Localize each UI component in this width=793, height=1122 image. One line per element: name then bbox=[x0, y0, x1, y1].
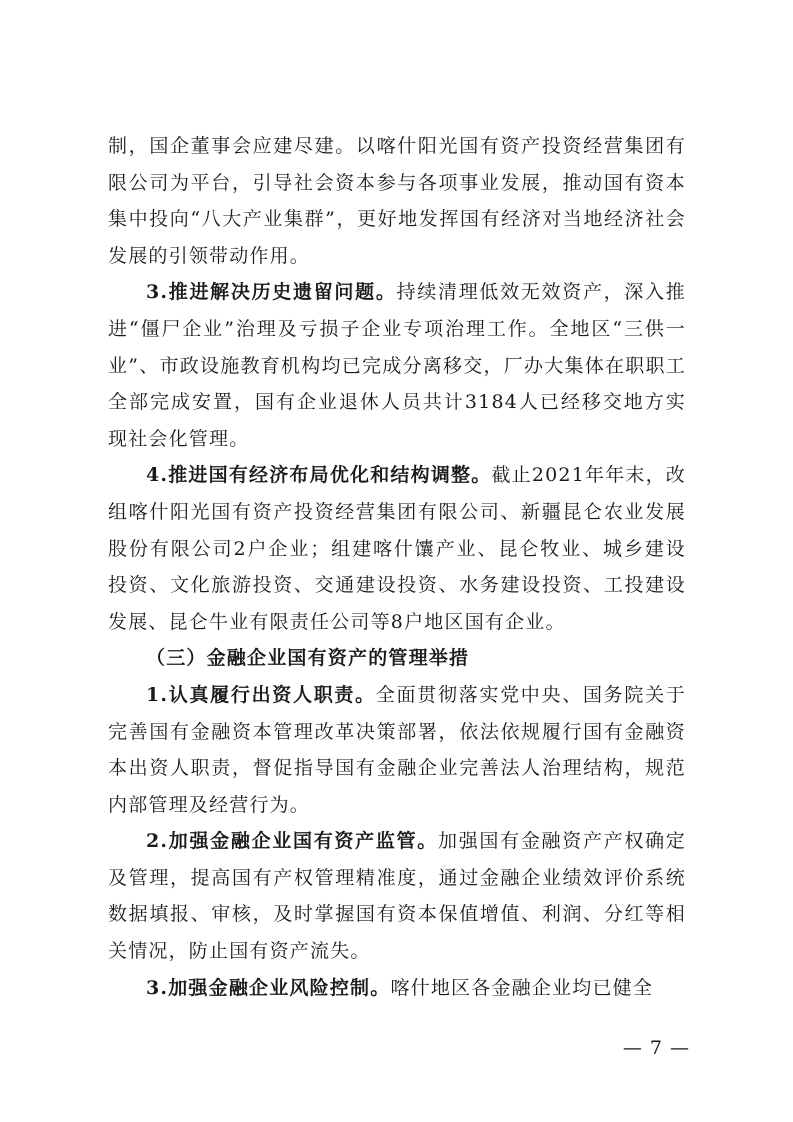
paragraph-lead: 3.加强金融企业风险控制。 bbox=[146, 976, 391, 999]
paragraph-item-1-investor-duties bbox=[108, 677, 686, 823]
paragraph-item-3-legacy-issues bbox=[108, 274, 686, 457]
paragraph-text: 全面贯彻落实党中央、国务院关于完善国有金融资本管理改革决策部署，依法依规履行国有金融资本出资人职责，督促指导国有金融企业完善法人治理结构，规范内部管理及经营行为。 bbox=[108, 683, 686, 816]
paragraph-lead: 4.推进国有经济布局优化和结构调整。 bbox=[146, 464, 492, 487]
page-number: — 7 — bbox=[622, 1037, 690, 1059]
section-heading: （三）金融企业国有资产的管理举措 bbox=[146, 647, 470, 670]
paragraph-lead: 1.认真履行出资人职责。 bbox=[146, 683, 376, 706]
paragraph-text: 喀什地区各金融企业均已健全 bbox=[390, 976, 654, 999]
paragraph-item-2-asset-supervision bbox=[108, 823, 686, 969]
paragraph-lead: 2.加强金融企业国有资产监管。 bbox=[146, 830, 438, 853]
document-body bbox=[108, 128, 686, 1006]
paragraph-text: 加强国有金融资产产权确定及管理，提高国有产权管理精准度，通过金融企业绩效评价系统数据填报、审核，及时掌握国有资本保值增值、利润、分红等相关情况，防止国有资产流失。 bbox=[108, 830, 686, 963]
paragraph-item-4-layout-optimization bbox=[108, 457, 686, 640]
paragraph-text: 制，国企董事会应建尽建。以喀什阳光国有资产投资经营集团有限公司为平台，引导社会资本参与各项事业发展，推动国有资本集中投向“八大产业集群”，更好地发挥国有经济对当地经济社会发展的引领带动作用。 bbox=[108, 135, 686, 267]
paragraph-item-3-risk-control bbox=[108, 970, 686, 1007]
paragraph-text: 持续清理低效无效资产，深入推进“僵尸企业”治理及亏损子企业专项治理工作。全地区“三供一业”、市政设施教育机构均已完成分离移交，厂办大集体在职职工全部完成安置，国有企业退休人员共计3184人已经移交地方实现社会化管理。 bbox=[108, 281, 686, 450]
paragraph-text: 截止2021年年末，改组喀什阳光国有资产投资经营集团有限公司、新疆昆仑农业发展股份有限公司2户企业；组建喀什馕产业、昆仑牧业、城乡建设投资、文化旅游投资、交通建设投资、水务建设投资、工投建设发展、昆仑牛业有限责任公司等8户地区国有企业。 bbox=[108, 464, 686, 633]
paragraph-lead: 3.推进解决历史遗留问题。 bbox=[146, 281, 397, 304]
paragraph-continuation bbox=[108, 128, 686, 274]
